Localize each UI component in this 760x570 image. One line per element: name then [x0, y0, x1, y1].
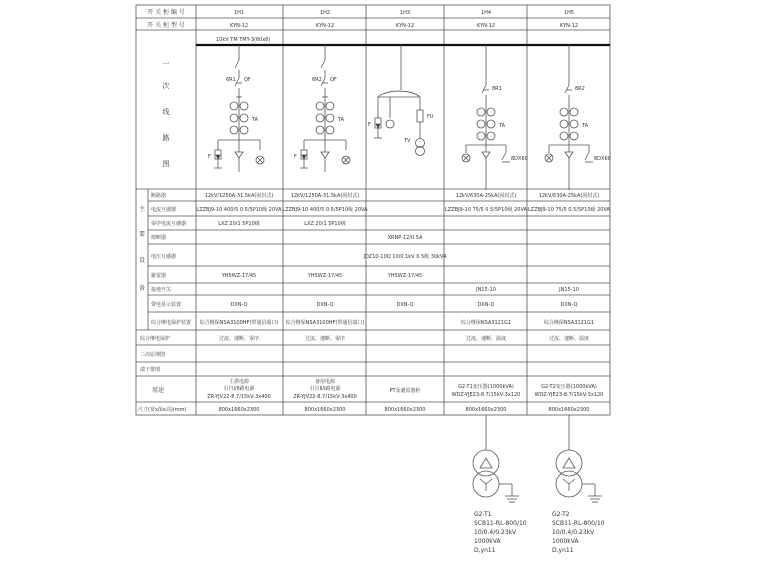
c4-usage-1: G2-T1变压器(1000kVA) — [458, 384, 514, 390]
c5-switch-label: 8R2 — [575, 86, 585, 92]
cabinet-model-4: KYN-12 — [476, 23, 496, 29]
c4-size: 800x1660x2300 — [465, 407, 507, 413]
c1-ct-spec: LZZBJ9-10 400/5 0.5/5P10级 20VA — [196, 207, 282, 213]
c5-relay-spec: 综合继保NSA3121G1 — [543, 320, 595, 326]
c4-switch-label: 8R1 — [492, 86, 502, 92]
c1-usage-3: ZR-YJV22-8.7/15kV-3x400 — [207, 394, 271, 400]
c4-load-label: 8DX60 — [511, 156, 528, 162]
lower-label-terminal: 端子排图 — [140, 367, 161, 373]
main-equipment-label-3: 设 — [138, 257, 146, 264]
c2-arrester-label: F — [294, 154, 297, 160]
cabinet-model-2: KYN-12 — [315, 23, 335, 29]
main-equipment-label-4: 备 — [138, 285, 146, 292]
equip-label-relay: 综合继电保护装置 — [151, 320, 192, 326]
circuit-4-diagram — [462, 45, 510, 190]
t1-capacity: 1000kVA — [474, 538, 501, 545]
equip-label-pt: 电压互感器 — [151, 254, 177, 260]
c1-breaker-label: QF — [244, 77, 251, 83]
c2-live-indicator-spec: DXN-Q — [316, 302, 334, 308]
c3-usage-1: PT及避雷器柜 — [389, 388, 421, 394]
c2-usage-3: ZR-YJV22-8.7/15kV-3x400 — [293, 394, 357, 400]
c4-earth-switch-spec: JN15-10 — [476, 287, 496, 293]
c4-relay-spec: 综合继保NSA3121G1 — [460, 320, 512, 326]
t2-capacity: 1000kVA — [552, 538, 579, 545]
c2-usage-2: 引自II/I路电源 — [309, 386, 341, 392]
equip-label-zct: 零序电流互感器 — [151, 221, 187, 227]
primary-circuit-label-1: 一 — [162, 60, 170, 68]
c4-ct-label: TA — [499, 123, 506, 129]
t1-vector-group: D,yn11 — [474, 547, 496, 554]
c5-usage-2: WDZ-YJE23-8.7/15kV-3x120 — [534, 392, 604, 398]
usage-label: 用途 — [152, 387, 165, 394]
c4-live-indicator-spec: DXN-Q — [477, 302, 495, 308]
c1-arrester-spec: YH5WZ-17/45 — [221, 273, 257, 279]
c1-usage-2: 引自I/II路电源 — [223, 386, 255, 392]
primary-circuit-label-3: 线 — [162, 108, 170, 116]
circuit-3-diagram — [374, 45, 425, 156]
c1-arrester-label: F — [208, 154, 211, 160]
c1-usage-1: 主供电源 — [228, 379, 250, 385]
cabinet-number-4: 1H4 — [480, 10, 492, 16]
c2-size: 800x1660x2300 — [304, 407, 346, 413]
busbar-label: 10kV TM TMY-3(60x6) — [216, 37, 271, 43]
lower-label-secondary: 二次原理图 — [140, 352, 166, 358]
c2-arrester-spec: YH5WZ-17/45 — [307, 273, 343, 279]
t1-name: G2-T1 — [474, 511, 492, 518]
c5-earth-switch-spec: JN15-10 — [559, 287, 579, 293]
cabinet-number-3: 1H3 — [399, 10, 411, 16]
cabinet-model-1: KYN-12 — [229, 23, 249, 29]
cabinet-number-2: 1H2 — [319, 10, 331, 16]
main-equipment-label-2: 要 — [138, 231, 146, 238]
c2-usage-1: 备用电源 — [314, 379, 336, 385]
c3-fuse-spec: XRNP-12/0.5A — [387, 235, 423, 241]
equip-label-fuse: 熔断器 — [151, 235, 167, 241]
c1-ct-label: TA — [252, 117, 259, 123]
c1-size: 800x1660x2300 — [218, 407, 260, 413]
equip-label-earth-switch: 接地开关 — [151, 287, 172, 293]
c1-breaker-spec: 12kV/1250A-31.5kA(固封式) — [204, 193, 274, 199]
t2-model: SCB11-RL-800/10 — [552, 520, 605, 527]
c2-switch-label: 6R2 — [312, 77, 322, 83]
c5-size: 800x1660x2300 — [548, 407, 590, 413]
c2-breaker-label: QF — [330, 77, 337, 83]
primary-circuit-label-2: 次 — [162, 82, 170, 90]
c2-breaker-spec: 12kV/1250A-31.5kA(固封式) — [290, 193, 360, 199]
c5-breaker-spec: 12kV/630A-25kA(固封式) — [538, 193, 600, 199]
main-equipment-label-1: 主 — [138, 206, 146, 213]
c2-relay-spec: 综合继保NSA3100HF(带通信端口) — [285, 320, 365, 326]
cabinet-model-5: KYN-12 — [559, 23, 579, 29]
c4-breaker-spec: 12kV/630A-25kA(固封式) — [455, 193, 517, 199]
equip-label-arrester: 避雷器 — [151, 273, 167, 279]
equip-label-live-indicator: 带电显示装置 — [151, 302, 182, 308]
c3-live-indicator-spec: DXN-Q — [396, 302, 414, 308]
c3-pt-label: TV — [404, 138, 411, 144]
c2-protection: 过流、速断、零序 — [304, 336, 346, 342]
c1-live-indicator-spec: DXN-Q — [230, 302, 248, 308]
lower-label-protection: 综合继电保护 — [140, 336, 171, 342]
t2-name: G2-T2 — [552, 511, 570, 518]
equip-label-ct: 电流互感器 — [151, 207, 177, 213]
c3-size: 800x1660x2300 — [384, 407, 426, 413]
transformer-1-symbol — [473, 450, 519, 502]
t1-voltage: 10/0.4/0.23kV — [474, 529, 517, 536]
circuit-5-diagram — [545, 45, 593, 190]
c5-ct-label: TA — [582, 123, 589, 129]
c5-load-label: 8DX60 — [594, 156, 611, 162]
t2-vector-group: D,yn11 — [552, 547, 574, 554]
header-label-cabinet-number: 开 关 柜 编 号 — [147, 9, 185, 16]
c4-ct-spec: LZZBJ9-10 75/5 0.5/5P10级 20VA — [445, 207, 527, 213]
cabinet-number-1: 1H1 — [233, 10, 245, 16]
c5-usage-1: G2-T2变压器(1000kVA) — [541, 384, 597, 390]
c3-arrester-spec: YH5WZ-17/45 — [387, 273, 423, 279]
equip-label-breaker: 断路器 — [151, 193, 167, 199]
c5-ct-spec: LZZBJ9-10 75/5 0.5/5P10级 20VA — [528, 207, 610, 213]
c4-protection: 过流、速断、温度 — [465, 336, 507, 342]
cabinet-model-3: KYN-12 — [395, 23, 415, 29]
c1-relay-spec: 综合继保NSA3100HF(带通信端口) — [199, 320, 279, 326]
c1-protection: 过流、速断、零序 — [218, 336, 260, 342]
c2-ct-label: TA — [338, 117, 345, 123]
t1-model: SCB11-RL-800/10 — [474, 520, 527, 527]
size-label: 尺寸(宽x深x高)(mm) — [138, 407, 187, 413]
c5-live-indicator-spec: DXN-Q — [560, 302, 578, 308]
c4-usage-2: WDZ-YJE23-8.7/15kV-3x120 — [451, 392, 521, 398]
cabinet-number-5: 1H5 — [563, 10, 575, 16]
c1-zct-spec: LXZ 20/1 5P10级 — [218, 221, 260, 227]
c1-switch-label: 6R1 — [226, 77, 236, 83]
c3-fuse-label: FU — [427, 114, 434, 120]
circuit-1-diagram — [214, 45, 264, 172]
circuit-2-diagram — [300, 45, 350, 172]
primary-circuit-label-5: 图 — [162, 160, 170, 168]
c3-pt-spec: JDZ10-10Q 10/0.1kV 0.5级 30kVA — [363, 254, 447, 260]
c2-ct-spec: LZZBJ9-10 400/5 0.5/5P10级 20VA — [282, 207, 368, 213]
t2-voltage: 10/0.4/0.23kV — [552, 529, 595, 536]
c3-arrester-label: F — [368, 122, 371, 128]
c2-zct-spec: LXZ 20/1 5P10级 — [304, 221, 346, 227]
transformer-2-symbol — [556, 450, 602, 502]
c5-protection: 过流、速断、温度 — [548, 336, 590, 342]
primary-circuit-label-4: 路 — [162, 134, 170, 142]
header-label-cabinet-model: 开 关 柜 型 号 — [147, 22, 185, 29]
